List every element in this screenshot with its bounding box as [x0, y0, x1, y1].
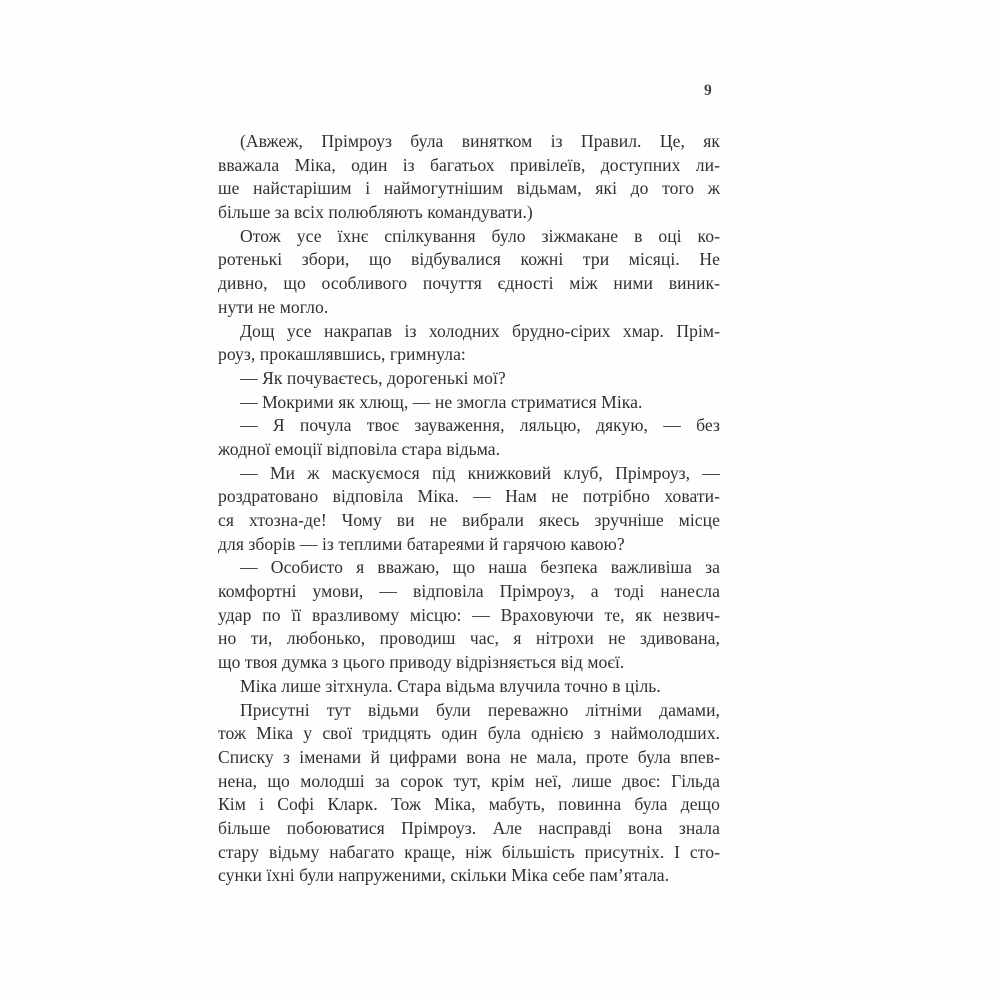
- text-line: удар по її вразливому місцю: — Враховуючи те, як незвич-: [218, 604, 720, 625]
- text-line: Присутні тут відьми були переважно літніми дамами,: [240, 699, 720, 720]
- text-line: — Мокрими як хлющ, — не змогла стриматися Міка.: [240, 391, 643, 412]
- text-line: Дощ усе накрапав із холодних брудно-сірих хмар. Прім-: [240, 320, 720, 341]
- text-line: Списку з іменами й цифрами вона не мала, проте була впев-: [218, 746, 720, 767]
- paragraph: [218, 675, 720, 699]
- text-line: ротенькі збори, що відбувалися кожні три місяці. Не: [218, 249, 720, 270]
- text-line: стару відьму набагато краще, ніж більшість присутніх. І сто-: [218, 841, 720, 862]
- paragraph: [218, 462, 720, 557]
- text-line: Отож усе їхнє спілкування було зіжмакане в оці ко-: [240, 225, 720, 246]
- text-line: Кім і Софі Кларк. Тож Міка, мабуть, повинна була дещо: [218, 794, 720, 815]
- paragraph: [218, 367, 720, 391]
- text-line: що твоя думка з цього приводу відрізняється від моєї.: [218, 652, 625, 673]
- paragraph: [218, 391, 720, 415]
- page-number: 9: [703, 82, 712, 99]
- text-line: роуз, прокашлявшись, гримнула:: [218, 344, 466, 365]
- text-line: нути не могло.: [218, 296, 329, 317]
- text-line: більше побоюватися Прімроуз. Але насправді вона знала: [218, 817, 720, 838]
- paragraph: [218, 130, 720, 225]
- text-line: роздратовано відповіла Міка. — Нам не потрібно ховати-: [218, 486, 720, 507]
- text-line: сунки їхні були напруженими, скільки Міка себе пам’ятала.: [218, 865, 670, 886]
- text-line: нена, що молодші за сорок тут, крім неї, лише двоє: Гільда: [218, 770, 720, 791]
- text-line: Міка лише зітхнула. Стара відьма влучила точно в ціль.: [240, 675, 661, 696]
- text-block: [218, 130, 720, 888]
- paragraph: [218, 699, 720, 889]
- text-line: ше найстарішим і наймогутнішим відьмам, які до того ж: [218, 178, 720, 199]
- text-line: більше за всіх полюбляють командувати.): [218, 202, 533, 223]
- text-line: но ти, любонько, проводиш час, я нітрохи не здивована,: [218, 628, 720, 649]
- text-line: ся хтозна-де! Чому ви не вибрали якесь зручніше місце: [218, 510, 720, 530]
- paragraph: [218, 414, 720, 461]
- paragraph: [218, 556, 720, 674]
- text-line: тож Міка у свої тридцять один була однією з наймолодших.: [218, 723, 720, 744]
- text-line: дивно, що особливого почуття єдності між ними виник-: [218, 273, 720, 294]
- text-line: (Авжеж, Прімроуз була винятком із Правил. Це, як: [240, 131, 720, 151]
- text-line: жодної емоції відповіла стара відьма.: [218, 438, 501, 459]
- text-line: комфортні умови, — відповіла Прімроуз, а тоді нанесла: [218, 581, 720, 602]
- text-line: — Я почула твоє зауваження, ляльцю, дякую, — без: [240, 415, 720, 436]
- text-line: — Ми ж маскуємося під книжковий клуб, Прімроуз, —: [240, 462, 720, 483]
- text-line: для зборів — із теплими батареями й гарячою кавою?: [218, 533, 625, 554]
- paragraph: [218, 320, 720, 367]
- paragraph: [218, 225, 720, 320]
- text-line: — Особисто я вважаю, що наша безпека важливіша за: [240, 557, 720, 578]
- text-line: вважала Міка, один із багатьох привілеїв, доступних ли-: [218, 154, 720, 175]
- text-line: — Як почуваєтесь, дорогенькі мої?: [240, 367, 506, 388]
